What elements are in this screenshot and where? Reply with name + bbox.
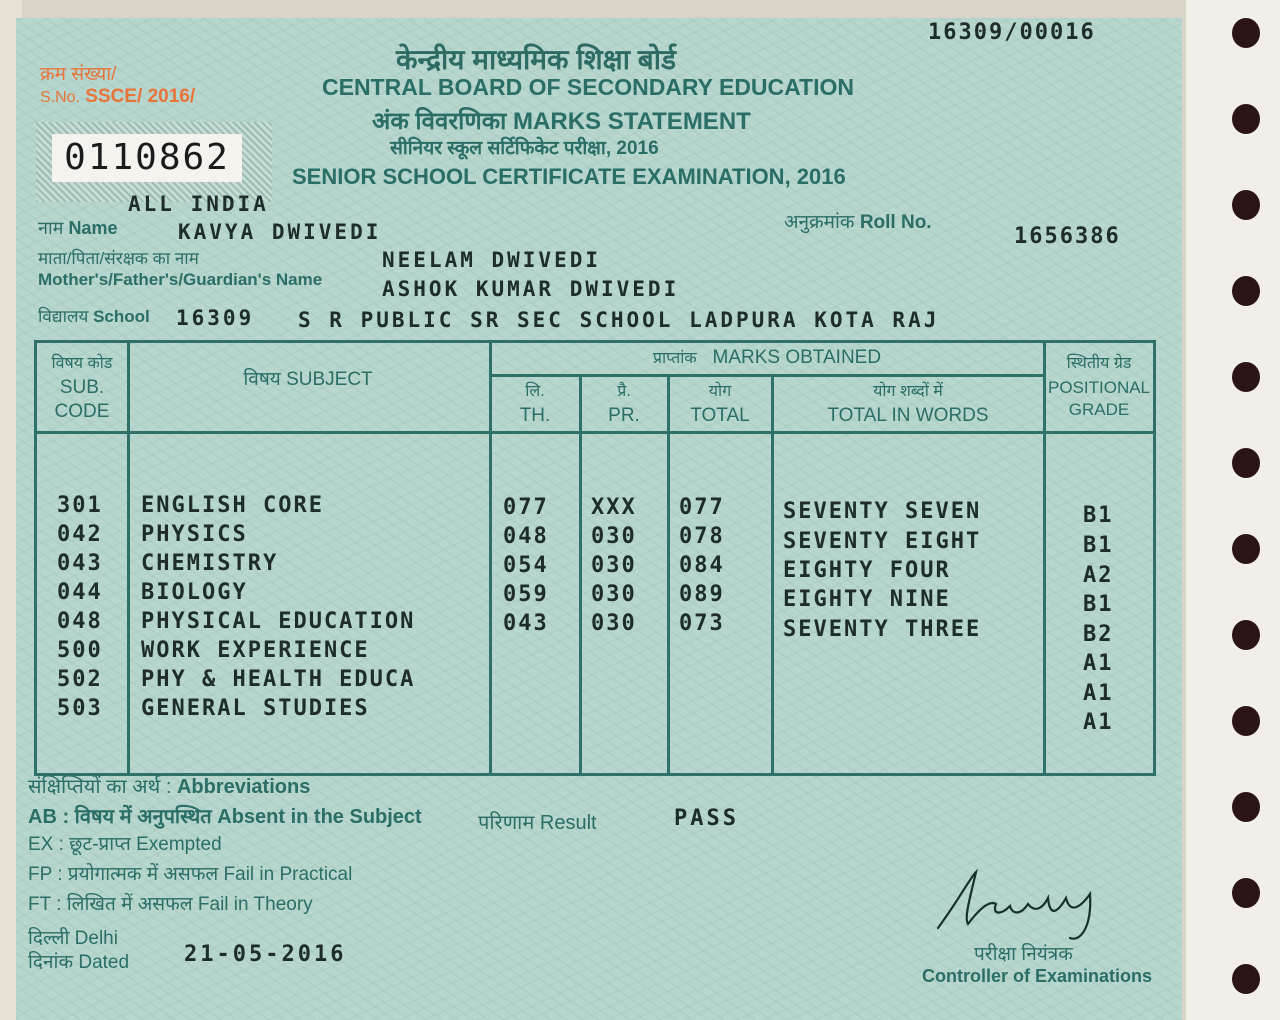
header-total-hindi: योग	[708, 383, 732, 400]
mother-name: NEELAM DWIVEDI	[382, 248, 602, 272]
parent-label-hindi: माता/पिता/संरक्षक का नाम	[38, 249, 199, 268]
cell-grade: A1	[1083, 651, 1114, 676]
header-words-hindi: योग शब्दों में	[873, 383, 943, 400]
perforation-hole	[1232, 706, 1260, 736]
result-label	[478, 808, 597, 835]
cell-words: EIGHTY NINE	[783, 587, 951, 612]
name-label-english: Name	[68, 218, 118, 238]
cell-subject: PHY & HEALTH EDUCA	[141, 667, 416, 692]
abbr-fp	[28, 860, 352, 886]
cell-th: 048	[503, 524, 549, 549]
perforation-hole	[1232, 18, 1260, 48]
header-code-line1: SUB.	[59, 377, 105, 398]
cell-grade: B1	[1083, 533, 1114, 558]
document-number: 16309/00016	[928, 20, 1096, 45]
cell-pr: 030	[591, 553, 637, 578]
abbr-ab-hindi: AB : विषय में अनुपस्थित	[28, 806, 212, 828]
cell-words: EIGHTY FOUR	[783, 558, 951, 583]
cell-pr: 030	[591, 582, 637, 607]
perforation-hole	[1232, 190, 1260, 220]
parent-label: Mother's/Father's/Guardian's Name	[38, 270, 323, 289]
cell-total: 078	[679, 524, 725, 549]
cell-code: 043	[57, 551, 103, 576]
marks-statement-sheet	[16, 18, 1182, 1020]
col-divider	[667, 375, 670, 773]
cell-words: SEVENTY SEVEN	[783, 499, 982, 524]
abbreviations-title-hindi: संक्षिप्तियों का अर्थ :	[28, 776, 172, 798]
header-total: TOTAL	[690, 405, 750, 426]
cell-grade: B1	[1083, 503, 1114, 528]
roll-label-hindi: अनुक्रमांक	[784, 212, 855, 233]
cell-code: 503	[57, 696, 103, 721]
abbr-ft-hindi: FT : लिखित में असफल	[28, 894, 193, 915]
cell-th: 043	[503, 611, 549, 636]
header-th-hindi: लि.	[525, 383, 545, 400]
name-label-hindi: नाम	[38, 218, 64, 238]
cell-code: 042	[57, 522, 103, 547]
cell-subject: WORK EXPERIENCE	[141, 638, 370, 663]
abbr-ab-english: Absent in the Subject	[217, 806, 422, 828]
cell-pr: 030	[591, 611, 637, 636]
header-words: TOTAL IN WORDS	[827, 405, 989, 426]
place-label	[28, 924, 118, 950]
serial-box	[36, 122, 272, 202]
result-label-hindi: परिणाम	[478, 812, 535, 834]
cell-grade: B1	[1083, 592, 1114, 617]
exam-name-hindi: सीनियर स्कूल सर्टिफिकेट परीक्षा, 2016	[390, 138, 659, 159]
cell-th: 077	[503, 495, 549, 520]
cell-grade: A1	[1083, 681, 1114, 706]
abbr-ex	[28, 830, 222, 856]
perforation-hole	[1232, 276, 1260, 306]
serial-series: SSCE/ 2016/	[85, 86, 196, 107]
region: ALL INDIA	[128, 192, 269, 216]
header-subject: विषय SUBJECT	[243, 369, 373, 390]
col-divider	[579, 375, 582, 773]
result-value: PASS	[674, 806, 739, 831]
header-th: TH.	[519, 405, 551, 426]
cell-grade: A1	[1083, 710, 1114, 735]
perforation-hole	[1232, 448, 1260, 478]
cell-subject: ENGLISH CORE	[141, 493, 324, 518]
board-name-hindi: केन्द्रीय माध्यमिक शिक्षा बोर्ड	[396, 44, 676, 75]
perforation-hole	[1232, 534, 1260, 564]
header-pr: PR.	[608, 405, 640, 426]
perforation-hole	[1232, 362, 1260, 392]
place-label-hindi: दिल्ली	[28, 928, 70, 949]
cell-code: 048	[57, 609, 103, 634]
cell-subject: CHEMISTRY	[141, 551, 279, 576]
cell-total: 077	[679, 495, 725, 520]
abbreviations-title	[28, 772, 310, 799]
roll-label	[784, 208, 932, 234]
col-divider	[127, 343, 130, 773]
school-label-hindi: विद्यालय	[38, 307, 89, 326]
serial-prefix: S.No.	[40, 89, 81, 106]
perforation-hole	[1232, 964, 1260, 994]
header-pr-hindi: प्रै.	[617, 383, 631, 400]
cell-subject: PHYSICS	[141, 522, 248, 547]
header-grade-line2: GRADE	[1068, 400, 1130, 419]
abbr-ex-english: Exempted	[136, 834, 222, 855]
serial-label-hindi: क्रम संख्या/	[40, 64, 117, 85]
cell-subject: PHYSICAL EDUCATION	[141, 609, 416, 634]
cell-subject: BIOLOGY	[141, 580, 248, 605]
statement-title-english: MARKS STATEMENT	[513, 108, 751, 135]
cell-code: 301	[57, 493, 103, 518]
cell-total: 084	[679, 553, 725, 578]
cell-th: 054	[503, 553, 549, 578]
header-code-hindi: विषय कोड	[51, 355, 113, 372]
header-grade-hindi: स्थितीय ग्रेड	[1066, 355, 1132, 372]
perforated-strip	[1186, 0, 1280, 1020]
statement-title-hindi: अंक विवरणिका	[372, 108, 507, 135]
abbreviations-title-english: Abbreviations	[176, 776, 311, 798]
header-divider	[37, 431, 1153, 434]
school-label-english: School	[93, 307, 150, 326]
cell-code: 044	[57, 580, 103, 605]
name-label	[38, 216, 117, 240]
roll-number: 1656386	[1014, 224, 1121, 249]
header-grade-line1: POSITIONAL	[1047, 378, 1151, 397]
perforation-hole	[1232, 104, 1260, 134]
cell-pr: XXX	[591, 495, 637, 520]
dated-label-hindi: दिनांक	[28, 952, 74, 973]
serial-number: 0110862	[52, 134, 242, 182]
school-name: S R PUBLIC SR SEC SCHOOL LADPURA KOTA RAJ	[298, 308, 940, 332]
dated-label	[28, 948, 129, 974]
abbr-ex-hindi: EX : छूट-प्राप्त	[28, 834, 131, 855]
abbr-ft	[28, 890, 313, 916]
cell-code: 502	[57, 667, 103, 692]
header-marks: MARKS OBTAINED	[712, 347, 882, 368]
exam-name: SENIOR SCHOOL CERTIFICATE EXAMINATION, 2016	[292, 164, 846, 189]
dated-label-english: Dated	[78, 952, 130, 973]
abbr-ft-english: Fail in Theory	[197, 894, 313, 915]
abbr-fp-english: Fail in Practical	[223, 864, 353, 885]
controller-title-hindi: परीक्षा नियंत्रक	[974, 944, 1073, 965]
cell-words: SEVENTY EIGHT	[783, 529, 982, 554]
place-label-english: Delhi	[74, 928, 118, 949]
controller-title: Controller of Examinations	[922, 966, 1153, 986]
cell-code: 500	[57, 638, 103, 663]
cell-th: 059	[503, 582, 549, 607]
roll-label-english: Roll No.	[859, 212, 932, 233]
abbr-ab	[28, 802, 422, 829]
candidate-name: KAVYA DWIVEDI	[178, 220, 382, 244]
col-divider	[771, 375, 774, 773]
school-label	[38, 304, 150, 327]
school-code: 16309	[176, 306, 255, 330]
cell-pr: 030	[591, 524, 637, 549]
father-name: ASHOK KUMAR DWIVEDI	[382, 277, 680, 301]
serial-label	[40, 86, 195, 108]
header-marks-obtained	[491, 347, 1043, 370]
cell-words: SEVENTY THREE	[783, 617, 982, 642]
marks-table	[34, 340, 1156, 776]
board-name: CENTRAL BOARD OF SECONDARY EDUCATION	[322, 74, 854, 100]
cell-subject: GENERAL STUDIES	[141, 696, 370, 721]
cell-grade: B2	[1083, 622, 1114, 647]
controller-signature	[930, 858, 1110, 948]
row-divider	[489, 374, 1043, 377]
cell-total: 073	[679, 611, 725, 636]
statement-title	[372, 104, 751, 137]
cell-grade: A2	[1083, 563, 1114, 588]
perforation-hole	[1232, 620, 1260, 650]
cell-total: 089	[679, 582, 725, 607]
perforation-hole	[1232, 878, 1260, 908]
header-marks-hindi: प्राप्तांक	[652, 350, 697, 367]
issue-date: 21-05-2016	[184, 942, 347, 967]
abbr-fp-hindi: FP : प्रयोगात्मक में असफल	[28, 864, 219, 885]
perforation-hole	[1232, 792, 1260, 822]
header-code-line2: CODE	[54, 401, 110, 422]
result-label-english: Result	[539, 812, 597, 834]
